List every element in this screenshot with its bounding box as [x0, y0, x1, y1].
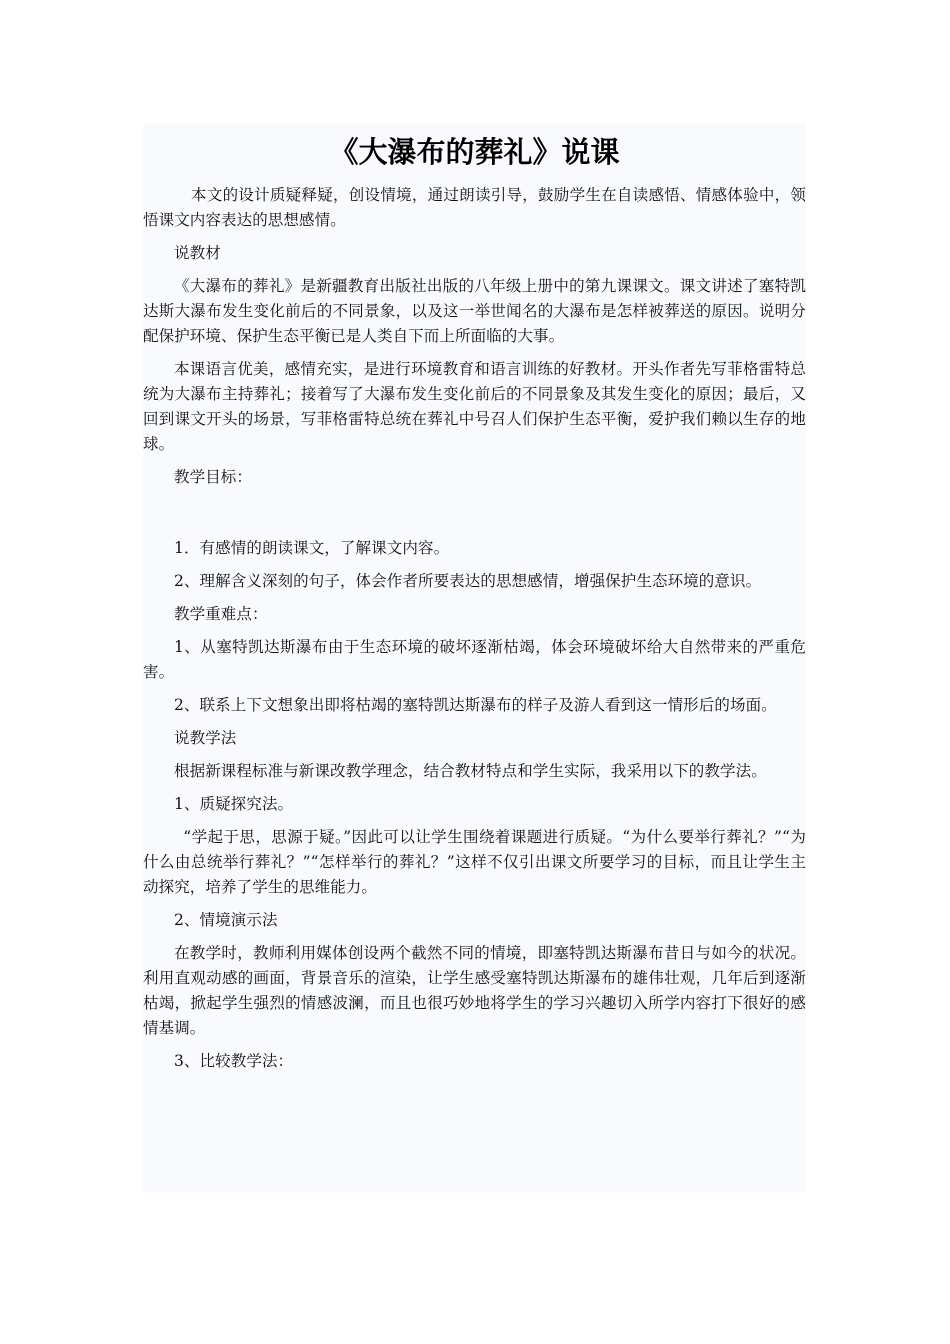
method-heading-3: 3、比较教学法：: [174, 1052, 294, 1070]
textbook-paragraph-1: 《大瀑布的葬礼》是新疆教育出版社出版的八年级上册中的第九课课文。课文讲述了塞特凯达斯大瀑布发生变化前后的不同景象，以及这一举世闻名的大瀑布是怎样被葬送的原因。说明分配保护环境、保护生态平衡已是人类自下而上所面临的大事。: [143, 277, 806, 345]
section-heading-methods: 说教学法: [174, 729, 237, 747]
section-heading-textbook: 说教材: [174, 244, 221, 262]
document-title: 《大瀑布的葬礼》说课: [329, 135, 620, 169]
goal-item-1: 1．有感情的朗读课文，了解课文内容。: [174, 539, 450, 557]
section-heading-key-points: 教学重难点：: [174, 605, 268, 623]
section-heading-goals: 教学目标：: [174, 468, 253, 486]
methods-paragraph: 根据新课程标准与新课改教学理念，结合教材特点和学生实际，我采用以下的教学法。: [174, 762, 767, 780]
intro-paragraph: 本文的设计质疑释疑，创设情境，通过朗读引导，鼓励学生在自读感悟、情感体验中，领悟课文内容表达的思想感情。: [143, 186, 806, 229]
key-point-item-1: 1、从塞特凯达斯瀑布由于生态环境的破坏逐渐枯竭，体会环境破坏给大自然带来的严重危害。: [143, 638, 806, 681]
textbook-paragraph-2: 本课语言优美，感情充实，是进行环境教育和语言训练的好教材。开头作者先写菲格雷特总统为大瀑布主持葬礼；接着写了大瀑布发生变化前后的不同景象及其发生变化的原因；最后，又回到课文开头的场景，写菲格雷特总统在葬礼中号召人们保护生态平衡，爱护我们赖以生存的地球。: [143, 360, 806, 453]
method-heading-2: 2、情境演示法: [174, 911, 278, 929]
document-page: [143, 124, 806, 1192]
method-paragraph-1: “学起于思，思源于疑。”因此可以让学生围绕着课题进行质疑。“为什么要举行葬礼？”“为什么由总统举行葬礼？”“怎样举行的葬礼？”这样不仅引出课文所要学习的目标，而且让学生主动探究，培养了学生的思维能力。: [143, 828, 806, 896]
goal-item-2: 2、理解含义深刻的句子，体会作者所要表达的思想感情，增强保护生态环境的意识。: [174, 572, 762, 590]
method-heading-1: 1、质疑探究法。: [174, 795, 294, 813]
method-paragraph-2: 在教学时，教师利用媒体创设两个截然不同的情境，即塞特凯达斯瀑布昔日与如今的状况。利用直观动感的画面，背景音乐的渲染，让学生感受塞特凯达斯瀑布的雄伟壮观，几年后到逐渐枯竭，掀起学生强烈的情感波澜，而且也很巧妙地将学生的学习兴趣切入所学内容打下很好的感情基调。: [143, 944, 806, 1037]
key-point-item-2: 2、联系上下文想象出即将枯竭的塞特凯达斯瀑布的样子及游人看到这一情形后的场面。: [174, 696, 777, 714]
